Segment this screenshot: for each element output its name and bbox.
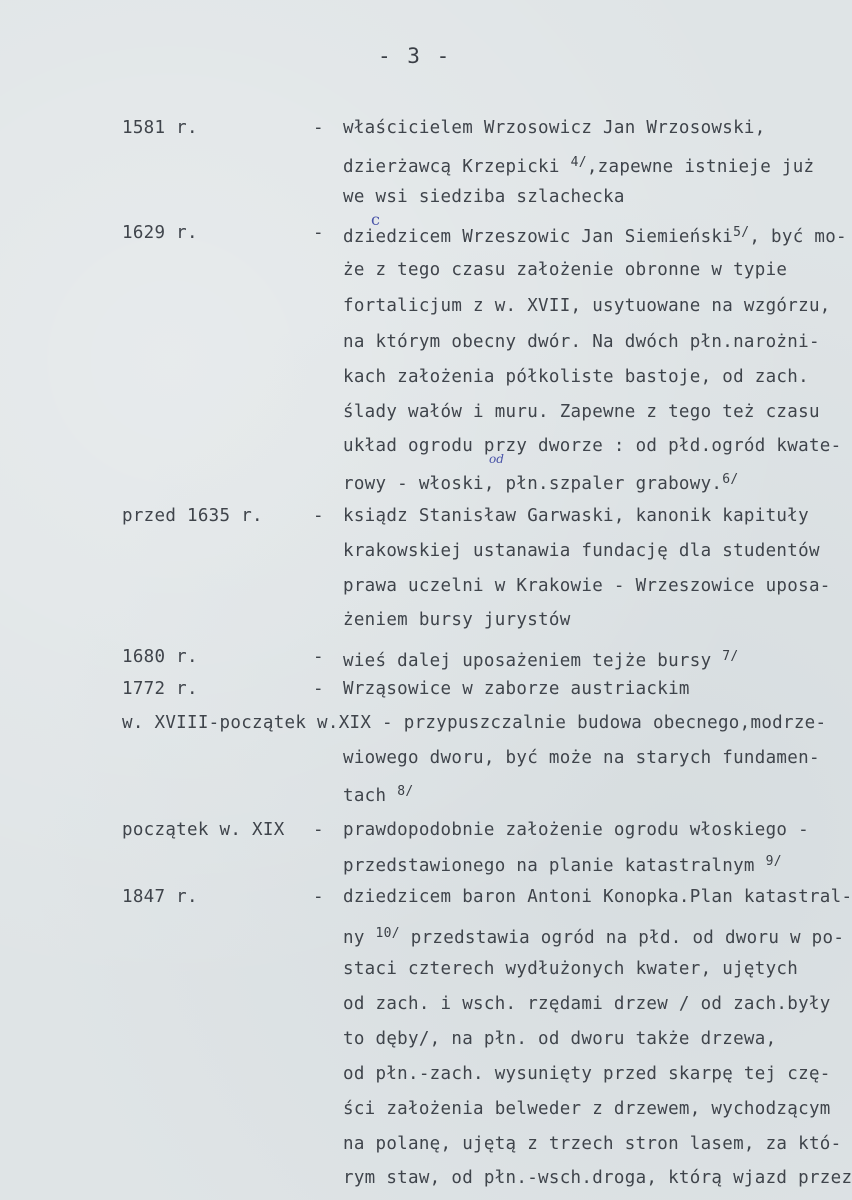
entry-dash: - bbox=[313, 887, 324, 907]
entry-dash: - bbox=[313, 506, 324, 526]
text-line: układ ogrodu przy dworze : od płd.ogród kwate- bbox=[343, 436, 842, 456]
footnote-ref: 4/ bbox=[570, 155, 587, 170]
footnote-ref: 8/ bbox=[397, 784, 414, 799]
footnote-ref: 9/ bbox=[765, 854, 782, 869]
text-line: fortalicjum z w. XVII, usytuowane na wzgórzu, bbox=[343, 296, 831, 316]
text-line: przedstawionego na planie katastralnym $^{9/}$ bbox=[343, 854, 782, 876]
entry-date: przed 1635 r. bbox=[122, 506, 263, 526]
footnote-ref: 10/ bbox=[375, 926, 400, 941]
text-line: żeniem bursy jurystów bbox=[343, 610, 571, 630]
text-line: ślady wałów i muru. Zapewne z tego też czasu bbox=[343, 402, 820, 422]
text-line: we wsi siedziba szlachecka bbox=[343, 187, 625, 207]
handwritten-insertion: od bbox=[489, 452, 504, 466]
text-line: ksiądz Stanisław Garwaski, kanonik kapituły bbox=[343, 506, 809, 526]
text-line: prawdopodobnie założenie ogrodu włoskiego - bbox=[343, 820, 809, 840]
text-line: w. XVIII-początek w.XIX - przypuszczalnie budowa obecnego,modrze- bbox=[122, 713, 827, 733]
text-line: dzierżawcą Krzepicki $^{4/}$,zapewne istnieje już bbox=[343, 155, 815, 177]
text-line: dziedzicem Wrzeszowic Jan Siemieński$^{5/}$, być mo- bbox=[343, 225, 847, 247]
text-line: właścicielem Wrzosowicz Jan Wrzosowski, bbox=[343, 118, 766, 138]
entry-dash: - bbox=[313, 118, 324, 138]
text-line: że z tego czasu założenie obronne w typie bbox=[343, 260, 788, 280]
text-line: od płn.-zach. wysunięty przed skarpę tej czę- bbox=[343, 1064, 831, 1084]
text-line: rym staw, od płn.-wsch.droga, którą wjazd przez bbox=[343, 1168, 852, 1188]
text-line: wiowego dworu, być może na starych fundamen- bbox=[343, 748, 820, 768]
entry-date: 1629 r. bbox=[122, 223, 198, 243]
handwritten-correction: c bbox=[371, 210, 380, 229]
text-line: staci czterech wydłużonych kwater, ujętych bbox=[343, 959, 799, 979]
text-line: Wrząsowice w zaborze austriackim bbox=[343, 679, 690, 699]
entry-dash: - bbox=[313, 647, 324, 667]
entry-dash: - bbox=[313, 820, 324, 840]
entry-date: 1680 r. bbox=[122, 647, 198, 667]
entry-dash: - bbox=[313, 679, 324, 699]
entry-dash: - bbox=[313, 223, 324, 243]
text-line: kach założenia półkoliste bastoje, od zach. bbox=[343, 367, 809, 387]
text-line: wieś dalej uposażeniem tejże bursy $^{7/}$ bbox=[343, 649, 739, 671]
text-line: prawa uczelni w Krakowie - Wrzeszowice uposa- bbox=[343, 576, 831, 596]
text-line: krakowskiej ustanawia fundację dla studentów bbox=[343, 541, 820, 561]
text-line: od zach. i wsch. rzędami drzew / od zach.były bbox=[343, 994, 831, 1014]
text-line: dziedzicem baron Antoni Konopka.Plan katastral- bbox=[343, 887, 852, 907]
entry-date: 1772 r. bbox=[122, 679, 198, 699]
footnote-ref: 7/ bbox=[722, 649, 739, 664]
footnote-ref: 6/ bbox=[722, 472, 739, 487]
entry-date: 1847 r. bbox=[122, 887, 198, 907]
text-line: rowy - włoski, płn.szpaler grabowy.$^{6/}$ bbox=[343, 472, 739, 494]
text-line: na polanę, ujętą z trzech stron lasem, za któ- bbox=[343, 1134, 842, 1154]
text-line: tach $^{8/}$ bbox=[343, 784, 414, 806]
text-line: to dęby/, na płn. od dworu także drzewa, bbox=[343, 1029, 777, 1049]
text-line: ści założenia belweder z drzewem, wychodzącym bbox=[343, 1099, 831, 1119]
page-number: - 3 - bbox=[378, 44, 452, 68]
entry-date: 1581 r. bbox=[122, 118, 198, 138]
text-line: na którym obecny dwór. Na dwóch płn.narożni- bbox=[343, 332, 820, 352]
footnote-ref: 5/ bbox=[733, 225, 750, 240]
text-line: ny $^{10/}$ przedstawia ogród na płd. od dworu w po- bbox=[343, 926, 845, 948]
entry-date: początek w. XIX bbox=[122, 820, 285, 840]
